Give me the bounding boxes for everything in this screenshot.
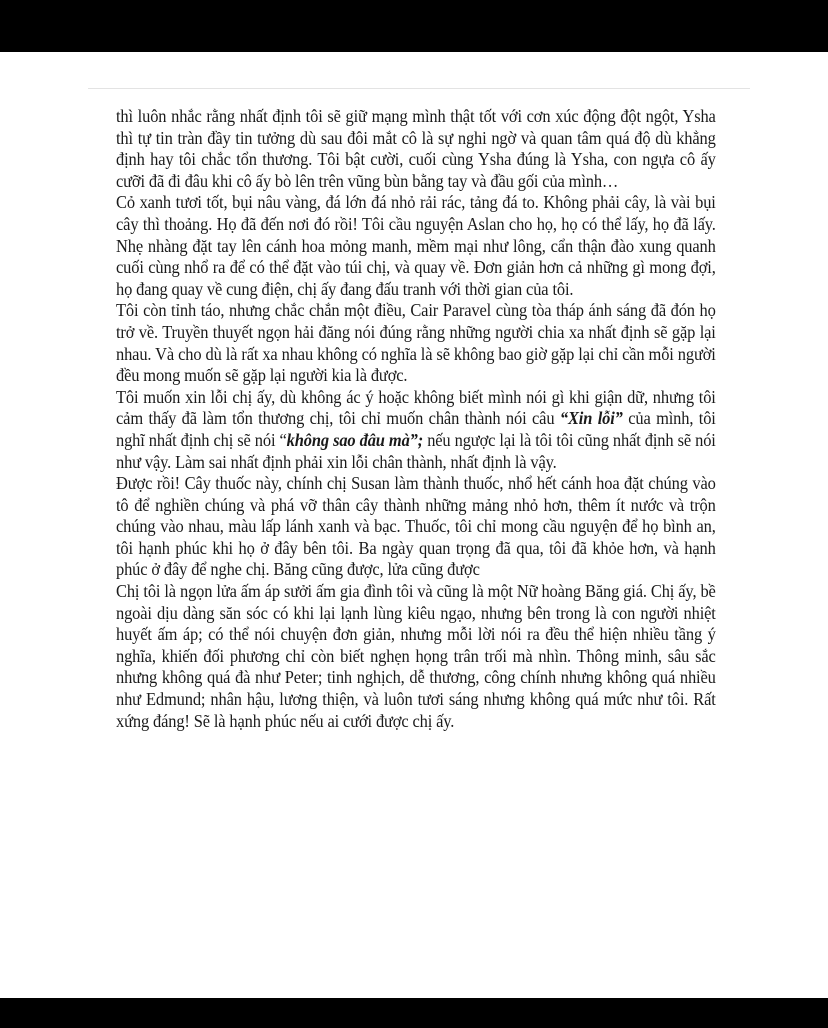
text-segment: thì luôn nhắc rằng nhất định tôi sẽ giữ mạng mình thật tốt với cơn xúc động đột ngột, Ysha thì tự tin tràn đầy tin tưởng dù sau đôi mắt cô là sự nghi ngờ và quan tâm quá độ dù khẳng định hay tôi chắc tổn thương. Tôi bật cười, cuối cùng Ysha đúng là Ysha, con ngựa cô ấy cưỡi đã đi đâu khi cô ấy bò lên trên vũng bùn bằng tay và đầu gối của mình… — [116, 106, 716, 191]
paragraph — [116, 387, 716, 473]
paragraph — [116, 581, 716, 732]
paragraph — [116, 192, 716, 300]
text-segment: Được rồi! Cây thuốc này, chính chị Susan làm thành thuốc, nhổ hết cánh hoa đặt chúng vào tô để nghiền chúng và phá vỡ thân cây thành những mảng nhỏ hơn, thêm ít nước và trộn chúng vào nhau, màu lấp lánh xanh và bạc. Thuốc, tôi chỉ mong cầu nguyện để họ bình an, tôi hạnh phúc khi họ ở đây bên tôi. Ba ngày quan trọng đã qua, tôi đã khỏe hơn, và hạnh phúc ở đây để nghe chị. Băng cũng được, lửa cũng được — [116, 473, 716, 580]
paragraph — [116, 300, 716, 386]
document-body — [116, 106, 716, 732]
text-segment: Chị tôi là ngọn lửa ấm áp sưởi ấm gia đình tôi và cũng là một Nữ hoàng Băng giá. Chị ấy, bề ngoài dịu dàng săn sóc có khi lại lạnh lùng kiêu ngạo, nhưng bên trong là con người nhiệt huyết ấm áp; có thể nói chuyện đơn giản, nhưng mỗi lời nói ra đều thể hiện nhiều tầng ý nghĩa, khiến đối phương chỉ còn biết nghẹn họng trân trối mà nhìn. Thông minh, sâu sắc nhưng không quá đà như Peter; tinh nghịch, dễ thương, công chính nhưng không quá nhiều như Edmund; nhân hậu, lương thiện, và luôn tươi sáng nhưng không quá mức như tôi. Rất xứng đáng! Sẽ là hạnh phúc nếu ai cưới được chị ấy. — [116, 581, 716, 731]
top-black-bar — [0, 0, 828, 52]
text-segment: Cỏ xanh tươi tốt, bụi nâu vàng, đá lớn đá nhỏ rải rác, tảng đá to. Không phải cây, là vài bụi cây thì thoảng. Họ đã đến nơi đó rồi! Tôi cầu nguyện Aslan cho họ, họ có thể lấy, họ đã lấy. Nhẹ nhàng đặt tay lên cánh hoa mỏng manh, mềm mại như lông, cẩn thận đào xung quanh cuối cùng nhổ ra để có thể đặt vào túi chị, và quay về. Đơn giản hơn cả những gì mong đợi, họ đang quay về cung điện, chị ấy đang đấu tranh với thời gian của tôi. — [116, 192, 716, 299]
text-segment: nếu ngược lại là tôi tôi cũng nhất định sẽ nói như vậy. Làm sai nhất định phải xin lỗi chân thành, nhất định là vậy. — [116, 429, 716, 472]
text-segment: Tôi còn tỉnh táo, nhưng chắc chắn một điều, Cair Paravel cùng tòa tháp ánh sáng đã đón họ trở về. Truyền thuyết ngọn hải đăng nói đúng rằng những người chia xa nhất định sẽ gặp lại nhau. Và cho dù là rất xa nhau không có nghĩa là sẽ không bao giờ gặp lại chỉ cần mỗi người đều mong muốn sẽ gặp lại người kia là được. — [116, 300, 716, 386]
document-page — [0, 52, 828, 998]
text-segment: Tôi muốn xin lỗi chị ấy, dù không ác ý hoặc không biết mình nói gì khi giận dữ, nhưng tôi cảm thấy đã làm tổn thương chị, tôi chỉ muốn chân thành nói câu — [116, 386, 716, 429]
emphasized-text: không sao đâu mà”; — [286, 429, 424, 450]
paragraph — [116, 106, 716, 192]
header-divider — [88, 88, 750, 89]
bottom-black-bar — [0, 998, 828, 1028]
emphasized-text: “Xin lỗi” — [559, 408, 623, 429]
text-segment: của mình, tôi nghĩ nhất định chị sẽ nói “ — [116, 408, 716, 450]
paragraph — [116, 473, 716, 581]
